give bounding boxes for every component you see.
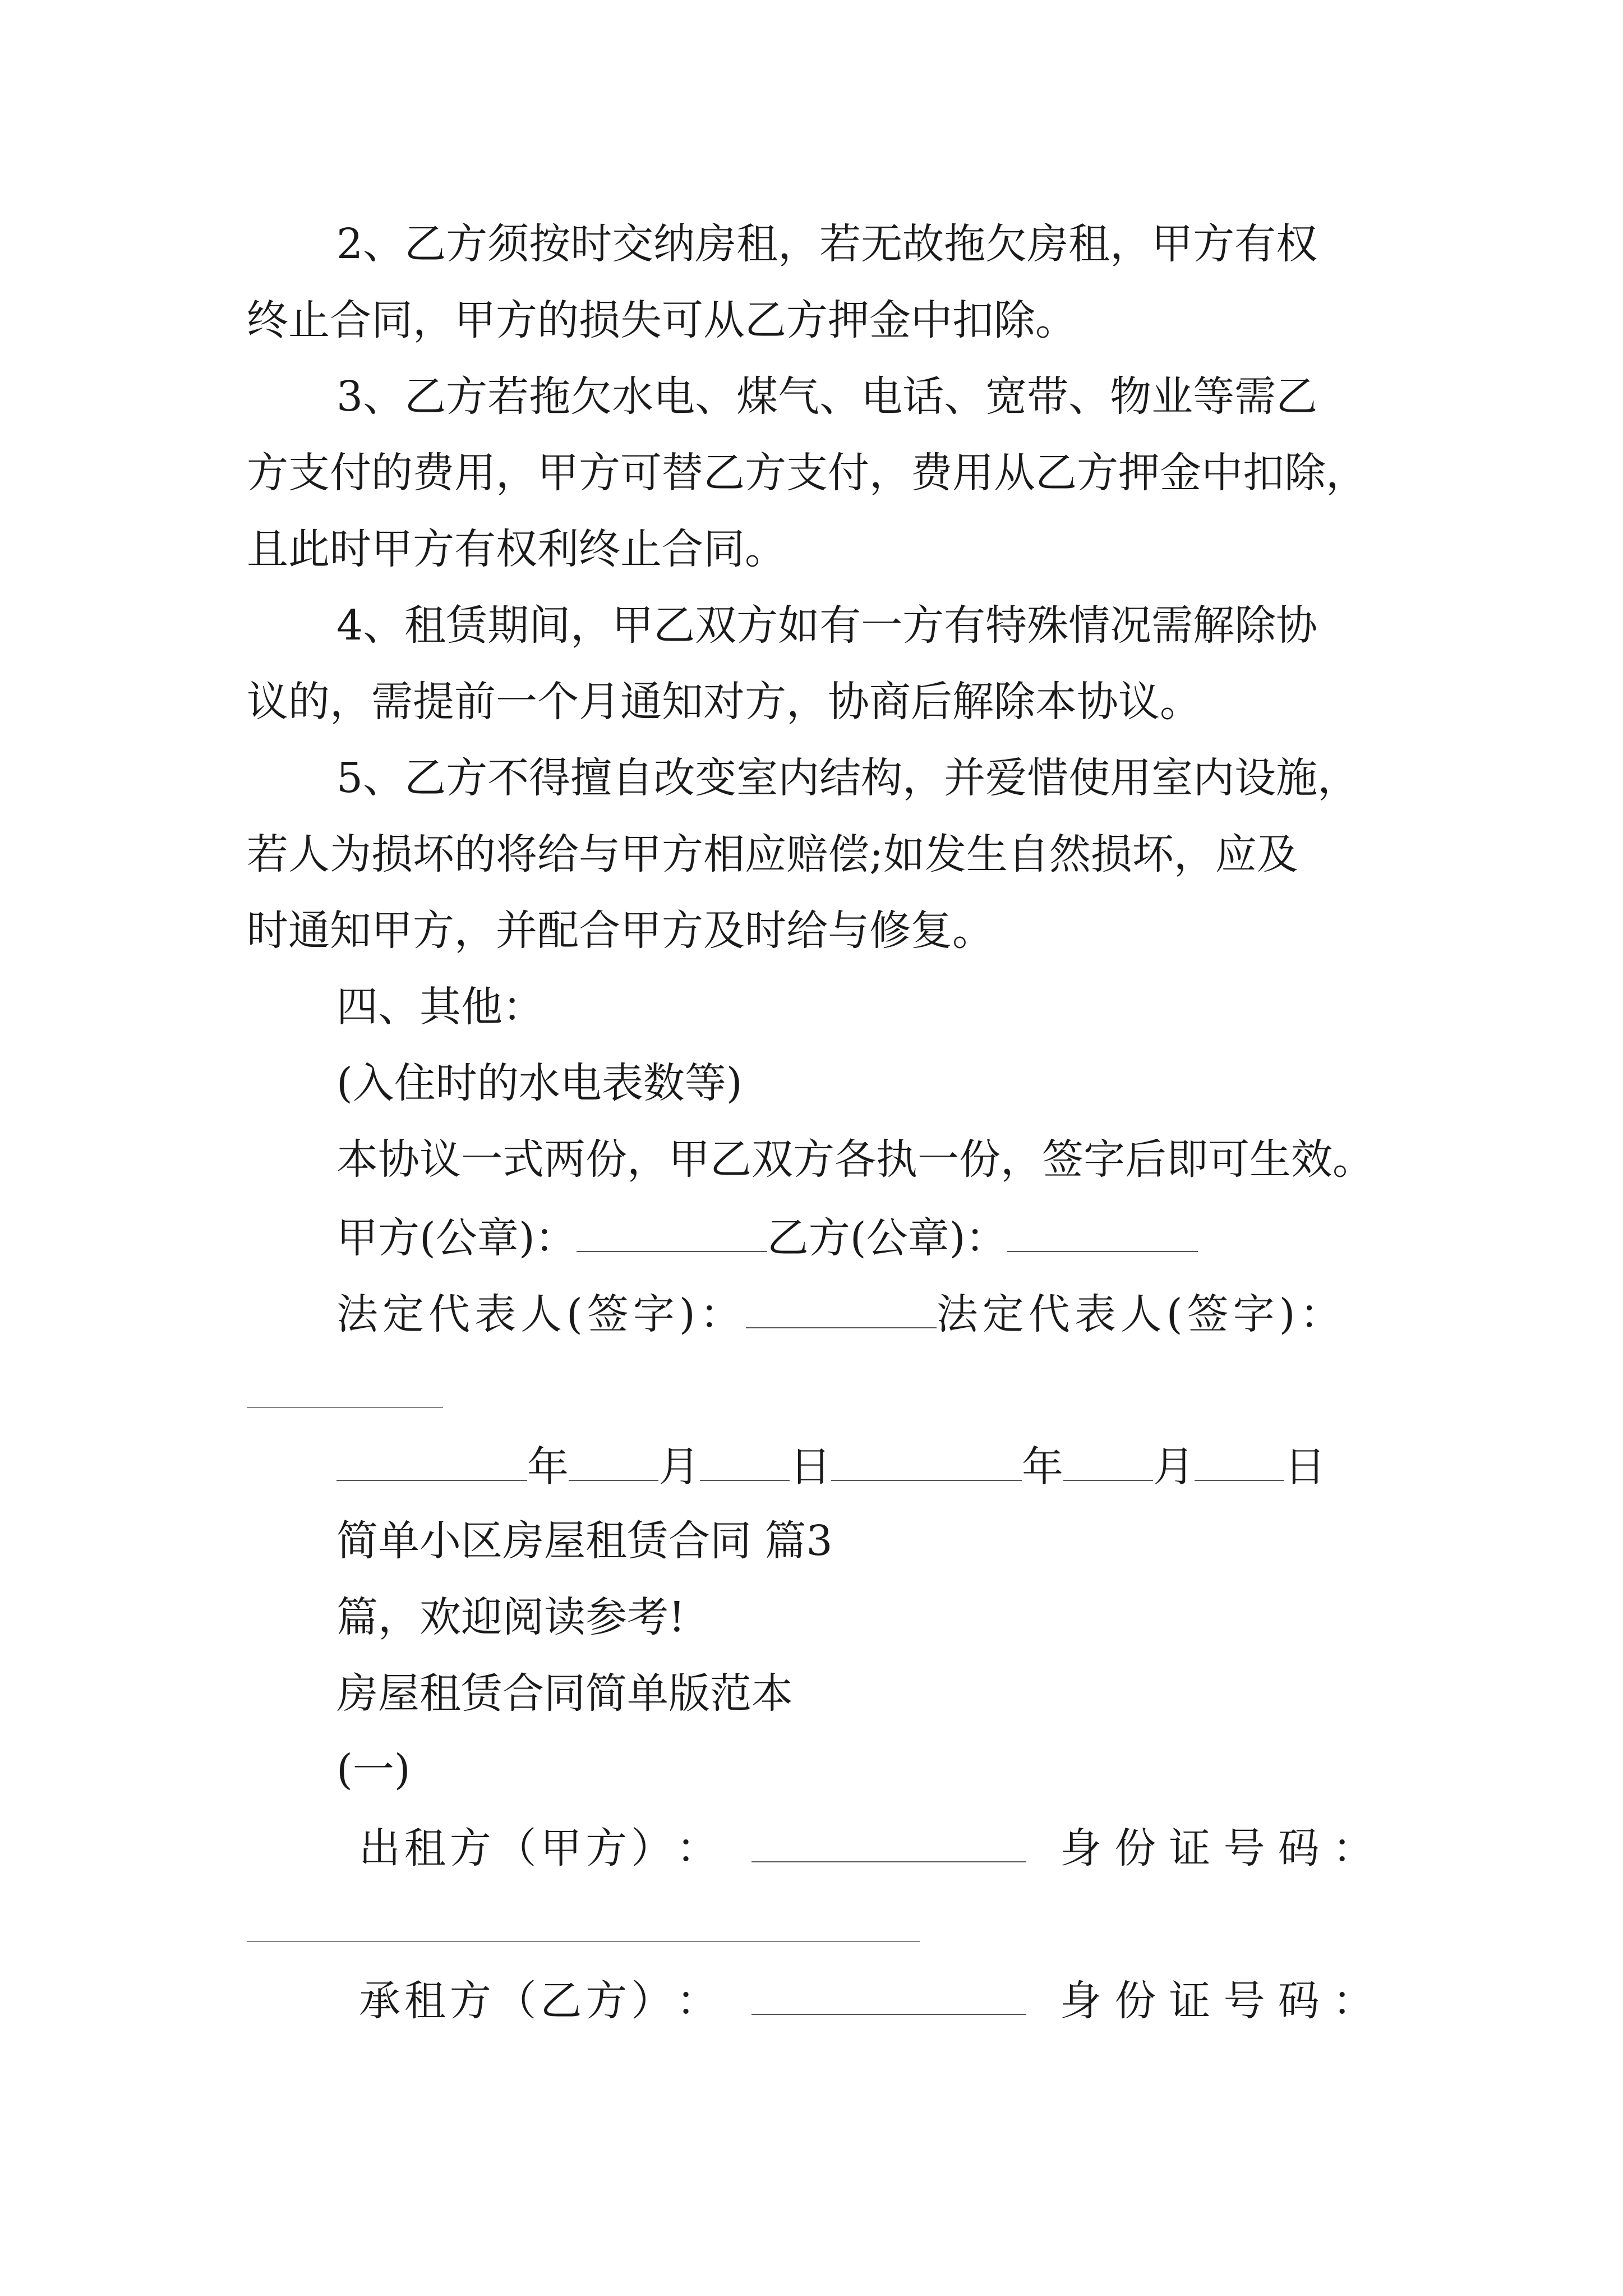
section-3-title: 简单小区房屋租赁合同 篇3 — [336, 1517, 833, 1565]
seal-line — [336, 1214, 1486, 1262]
day-a-blank — [700, 1444, 790, 1481]
month-a-label: 月 — [658, 1443, 700, 1491]
lessor-name-blank — [751, 1825, 1026, 1862]
legal-rep-line — [336, 1290, 1486, 1338]
meter-readings-note: (入住时的水电表数等) — [336, 1059, 743, 1107]
month-b-label: 月 — [1153, 1443, 1195, 1491]
party-b-seal-blank — [1007, 1215, 1198, 1252]
party-a-seal-label: 甲方(公章)： — [336, 1214, 577, 1262]
month-b-blank — [1063, 1444, 1153, 1481]
lessee-id-label: 身 份 证 号 码 ： — [1060, 1977, 1374, 2025]
month-a-blank — [569, 1444, 658, 1481]
lessor-line — [359, 1824, 1374, 1872]
lessee-line — [359, 1977, 1374, 2025]
year-a-label: 年 — [527, 1443, 569, 1491]
lessor-id-blank — [247, 1941, 920, 1942]
section-4-heading: 四、其他： — [336, 983, 544, 1031]
section-3-intro: 篇，欢迎阅读参考! — [336, 1593, 685, 1641]
paragraph-5-line-3: 时通知甲方，并配合甲方及时给与修复。 — [247, 907, 994, 955]
paragraph-2-line-2: 终止合同，甲方的损失可从乙方押金中扣除。 — [247, 296, 1077, 344]
copies-clause: 本协议一式两份，甲乙双方各执一份，签字后即可生效。 — [336, 1135, 1374, 1184]
paragraph-2-line-1: 2、乙方须按时交纳房租，若无故拖欠房租，甲方有权 — [336, 220, 1318, 268]
year-b-label: 年 — [1022, 1443, 1063, 1491]
paragraph-4-line-2: 议的，需提前一个月通知对方，协商后解除本协议。 — [247, 678, 1201, 726]
paragraph-5-line-1: 5、乙方不得擅自改变室内结构，并爱惜使用室内设施， — [336, 754, 1359, 802]
legal-rep-b-label: 法定代表人(签字)： — [936, 1290, 1346, 1338]
legal-rep-a-label: 法定代表人(签字)： — [336, 1290, 746, 1338]
paragraph-5-line-2: 若人为损坏的将给与甲方相应赔偿;如发生自然损坏，应及 — [247, 830, 1298, 878]
lessee-name-blank — [751, 1978, 1026, 2015]
date-line — [336, 1443, 1486, 1491]
lessor-label: 出 租 方 （ 甲 方 ） ： — [359, 1824, 718, 1872]
lessee-label: 承 租 方 （ 乙 方 ） ： — [359, 1977, 718, 2025]
party-b-seal-label: 乙方(公章)： — [767, 1214, 1007, 1262]
legal-rep-b-blank — [247, 1407, 443, 1408]
day-b-label: 日 — [1284, 1443, 1326, 1491]
party-a-seal-blank — [577, 1215, 767, 1252]
paragraph-3-line-3: 且此时甲方有权利终止合同。 — [247, 525, 786, 573]
lessor-id-label: 身 份 证 号 码 ： — [1060, 1824, 1374, 1872]
day-a-label: 日 — [790, 1443, 831, 1491]
paragraph-3-line-1: 3、乙方若拖欠水电、煤气、电话、宽带、物业等需乙 — [336, 372, 1318, 421]
day-b-blank — [1195, 1444, 1284, 1481]
template-number: (一) — [336, 1746, 411, 1794]
year-b-blank — [831, 1444, 1022, 1481]
paragraph-4-line-1: 4、租赁期间，甲乙双方如有一方有特殊情况需解除协 — [336, 601, 1318, 650]
paragraph-3-line-2: 方支付的费用，甲方可替乙方支付，费用从乙方押金中扣除， — [247, 449, 1367, 497]
year-a-blank — [336, 1444, 527, 1481]
legal-rep-a-blank — [746, 1291, 937, 1328]
template-subtitle: 房屋租赁合同简单版范本 — [336, 1669, 793, 1718]
